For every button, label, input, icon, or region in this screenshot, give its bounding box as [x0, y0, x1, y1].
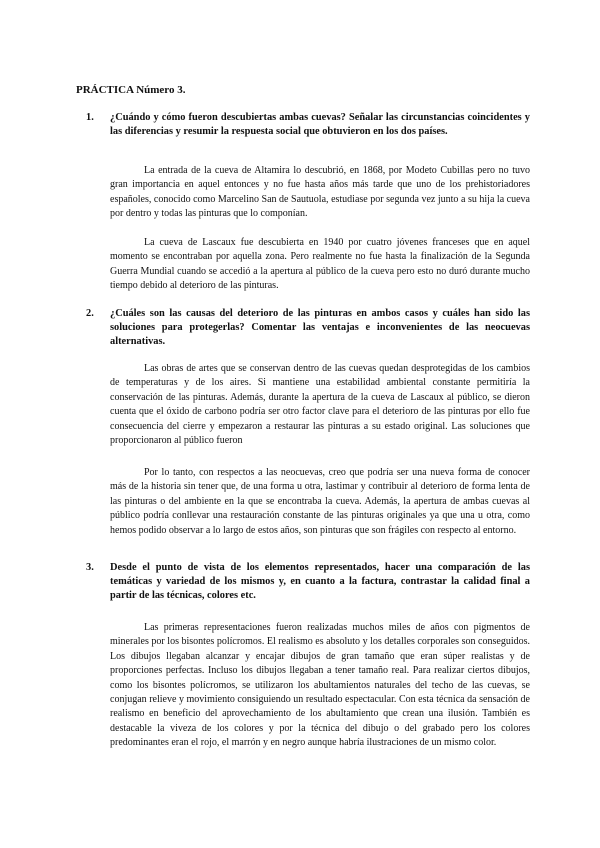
- paragraph-text: Las primeras representaciones fueron realizadas muchos miles de años con pigmentos de minerales por los bisontes polícromos. El realismo es absoluto y los detalles corporales son conseguidos. Los dibujos llegaban alcanzar y encajar dibujos de gran tamaño que eran súper realistas y de proporciones perfectas. Incluso los dibujos llegaban a tener tamaño real. Para realizar ciertos dibujos, como los bisontes polícromos, se utilizaron los abultamientos naturales del techo de las cuevas, se conjugan relieve y movimiento consiguiendo un resultado espectacular. Con esta técnica da sensación de realismo en beneficio del aprovechamiento de los abultamiento que crean una ilusión. También es destacable la viveza de los colores y por la técnica del dibujo o del grabado pero los colores predominantes eran el rojo, el marrón y en negro aunque habría ilustraciones de un mismo color.: [110, 622, 530, 749]
- paragraph-text: La cueva de Lascaux fue descubierta en 1940 por cuatro jóvenes franceses que en aquel momento se encontraban por aquella zona. Pero realmente no fue hasta la finalización de la Segunda Guerra Mundial cuando se accedió a la apertura al público de la cueva pero esto no duró durante mucho tiempo debido al deterioro de las pinturas.: [110, 237, 530, 292]
- paragraph: [110, 466, 530, 538]
- paragraph: [110, 621, 530, 751]
- question-text: ¿Cuándo y cómo fueron descubiertas ambas cuevas? Señalar las circunstancias coincidentes y las diferencias y resumir la respuesta social que obtuvieron en los dos países.: [110, 112, 530, 137]
- page-title: PRÁCTICA Número 3.: [76, 84, 186, 96]
- question-number: 2.: [86, 308, 94, 319]
- question-3: [86, 561, 530, 603]
- paragraph-text: La entrada de la cueva de Altamira lo descubrió, en 1868, por Modeto Cubillas pero no tuvo gran importancia en aquel entonces y no fue hasta años más tarde que uno de los prehistoriadores españoles, conocido como Marcelino San de Sautuola, estudiase por segunda vez junto a su hija la cueva por dentro y todas las pinturas que lo componían.: [110, 165, 530, 220]
- paragraph: [110, 362, 530, 448]
- paragraph-text: Por lo tanto, con respectos a las neocuevas, creo que podría ser una nueva forma de conocer más de la historia sin tener que, de una forma u otra, lastimar y contribuir al deterioro de forma lenta de las pinturas o del ambiente en la que se encontraba la cueva. Además, la apertura de ambas cuevas al público podría conllevar una restauración constante de las pinturas originales ya que una u otra, como hemos podido observar a lo largo de estos años, son pinturas que son frágiles con respecto al entorno.: [110, 467, 530, 536]
- question-text: ¿Cuáles son las causas del deterioro de las pinturas en ambos casos y cuáles han sido las soluciones para protegerlas? Comentar las ventajas e inconvenientes de las neocuevas alternativas.: [110, 308, 530, 347]
- paragraph: [110, 236, 530, 294]
- question-text: Desde el punto de vista de los elementos representados, hacer una comparación de las temáticas y variedad de los mismos y, en cuanto a la factura, contrastar la calidad final a partir de las técnicas, colores etc.: [110, 562, 530, 601]
- question-1: [86, 111, 530, 139]
- question-2: [86, 307, 530, 349]
- paragraph: [110, 164, 530, 222]
- question-number: 3.: [86, 562, 94, 573]
- paragraph-text: Las obras de artes que se conservan dentro de las cuevas quedan desprotegidas de los cambios de temperaturas y de los aires. Si mantiene una estabilidad ambiental constante permitiría la conservación de las pinturas. Además, durante la apertura de la cueva de Lascaux al público, se dieron cuenta que el óxido de carbono podría ser otro factor clave para el deterioro de las pinturas por ello fue consecuencia del cierre y empezaron a restaurar las pinturas a su estado original. Las soluciones que proporcionaron al público fueron: [110, 363, 530, 447]
- question-number: 1.: [86, 112, 94, 123]
